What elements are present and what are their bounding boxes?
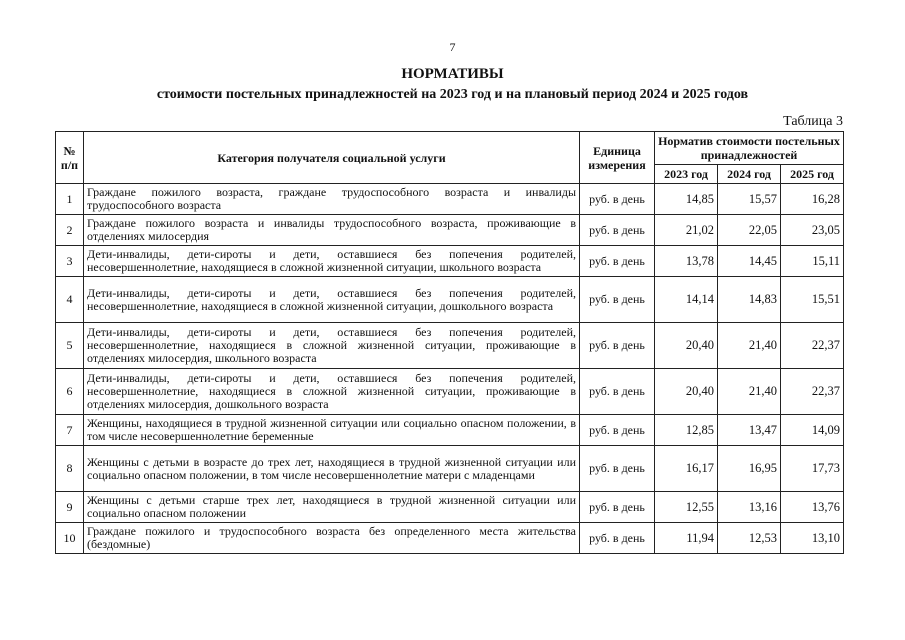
table-row <box>56 215 844 246</box>
row-unit: руб. в день <box>580 492 655 523</box>
row-value-2023: 14,85 <box>655 184 718 215</box>
header-norm: Норматив стоимости постельных принадлежностей <box>655 132 844 165</box>
row-value-2023: 12,85 <box>655 415 718 446</box>
row-value-2024: 13,16 <box>718 492 781 523</box>
row-category: Дети-инвалиды, дети-сироты и дети, оставшиеся без попечения родителей, несовершеннолетние, находящиеся в сложной жизненной ситуации, дошкольного возраста <box>84 277 580 323</box>
header-num: № п/п <box>56 132 84 184</box>
row-number: 7 <box>56 415 84 446</box>
row-number: 6 <box>56 369 84 415</box>
row-category: Граждане пожилого возраста, граждане трудоспособного возраста и инвалиды трудоспособного возраста <box>84 184 580 215</box>
row-unit: руб. в день <box>580 323 655 369</box>
row-number: 3 <box>56 246 84 277</box>
row-category: Граждане пожилого возраста и инвалиды трудоспособного возраста, проживающие в отделениях милосердия <box>84 215 580 246</box>
table-row <box>56 277 844 323</box>
row-value-2025: 22,37 <box>781 323 844 369</box>
row-value-2024: 13,47 <box>718 415 781 446</box>
table-row <box>56 492 844 523</box>
row-category: Женщины с детьми в возрасте до трех лет, находящиеся в трудной жизненной ситуации или социально опасном положении, в том числе несовершеннолетние матери с младенцами <box>84 446 580 492</box>
row-unit: руб. в день <box>580 369 655 415</box>
row-value-2024: 14,83 <box>718 277 781 323</box>
row-number: 10 <box>56 523 84 554</box>
row-value-2025: 23,05 <box>781 215 844 246</box>
page-number: 7 <box>449 40 456 54</box>
row-value-2025: 14,09 <box>781 415 844 446</box>
row-value-2024: 14,45 <box>718 246 781 277</box>
row-category: Женщины с детьми старше трех лет, находящиеся в трудной жизненной ситуации или социально опасном положении <box>84 492 580 523</box>
table-row <box>56 246 844 277</box>
row-category: Женщины, находящиеся в трудной жизненной ситуации или социально опасном положении, в том числе несовершеннолетние беременные <box>84 415 580 446</box>
table-label: Таблица 3 <box>783 114 843 129</box>
row-value-2024: 22,05 <box>718 215 781 246</box>
row-value-2025: 15,51 <box>781 277 844 323</box>
row-value-2023: 20,40 <box>655 369 718 415</box>
row-value-2023: 16,17 <box>655 446 718 492</box>
row-value-2025: 17,73 <box>781 446 844 492</box>
row-category: Дети-инвалиды, дети-сироты и дети, оставшиеся без попечения родителей, несовершеннолетние, находящиеся в сложной жизненной ситуации, школьного возраста <box>84 246 580 277</box>
row-category: Дети-инвалиды, дети-сироты и дети, оставшиеся без попечения родителей, несовершеннолетние, находящиеся в сложной жизненной ситуации, проживающие в отделениях милосердия, дошкольного возраста <box>84 369 580 415</box>
row-unit: руб. в день <box>580 415 655 446</box>
row-value-2023: 13,78 <box>655 246 718 277</box>
header-year-2023: 2023 год <box>655 165 718 184</box>
row-value-2024: 12,53 <box>718 523 781 554</box>
table-row <box>56 184 844 215</box>
row-unit: руб. в день <box>580 184 655 215</box>
norms-table <box>55 131 844 554</box>
header-year-2024: 2024 год <box>718 165 781 184</box>
row-value-2023: 20,40 <box>655 323 718 369</box>
row-number: 2 <box>56 215 84 246</box>
row-number: 5 <box>56 323 84 369</box>
row-value-2025: 13,10 <box>781 523 844 554</box>
row-value-2023: 14,14 <box>655 277 718 323</box>
row-value-2025: 15,11 <box>781 246 844 277</box>
table-row <box>56 369 844 415</box>
row-value-2023: 12,55 <box>655 492 718 523</box>
row-category: Граждане пожилого и трудоспособного возраста без определенного места жительства (бездомные) <box>84 523 580 554</box>
row-number: 1 <box>56 184 84 215</box>
row-unit: руб. в день <box>580 523 655 554</box>
row-value-2025: 13,76 <box>781 492 844 523</box>
row-category: Дети-инвалиды, дети-сироты и дети, оставшиеся без попечения родителей, несовершеннолетние, находящиеся в сложной жизненной ситуации, проживающие в отделениях милосердия, школьного возраста <box>84 323 580 369</box>
document-title: НОРМАТИВЫ <box>401 66 504 82</box>
table-row <box>56 415 844 446</box>
table-row <box>56 323 844 369</box>
table-row <box>56 446 844 492</box>
row-unit: руб. в день <box>580 277 655 323</box>
row-value-2023: 21,02 <box>655 215 718 246</box>
header-year-2025: 2025 год <box>781 165 844 184</box>
document-subtitle: стоимости постельных принадлежностей на 2023 год и на плановый период 2024 и 2025 годов <box>156 87 749 102</box>
row-value-2023: 11,94 <box>655 523 718 554</box>
row-unit: руб. в день <box>580 215 655 246</box>
row-value-2025: 22,37 <box>781 369 844 415</box>
row-value-2024: 21,40 <box>718 369 781 415</box>
header-unit: Единица измерения <box>580 132 655 184</box>
table-row <box>56 523 844 554</box>
row-value-2024: 21,40 <box>718 323 781 369</box>
row-unit: руб. в день <box>580 246 655 277</box>
row-value-2024: 16,95 <box>718 446 781 492</box>
row-number: 8 <box>56 446 84 492</box>
header-category: Категория получателя социальной услуги <box>84 132 580 184</box>
row-unit: руб. в день <box>580 446 655 492</box>
row-number: 9 <box>56 492 84 523</box>
row-value-2024: 15,57 <box>718 184 781 215</box>
row-value-2025: 16,28 <box>781 184 844 215</box>
row-number: 4 <box>56 277 84 323</box>
